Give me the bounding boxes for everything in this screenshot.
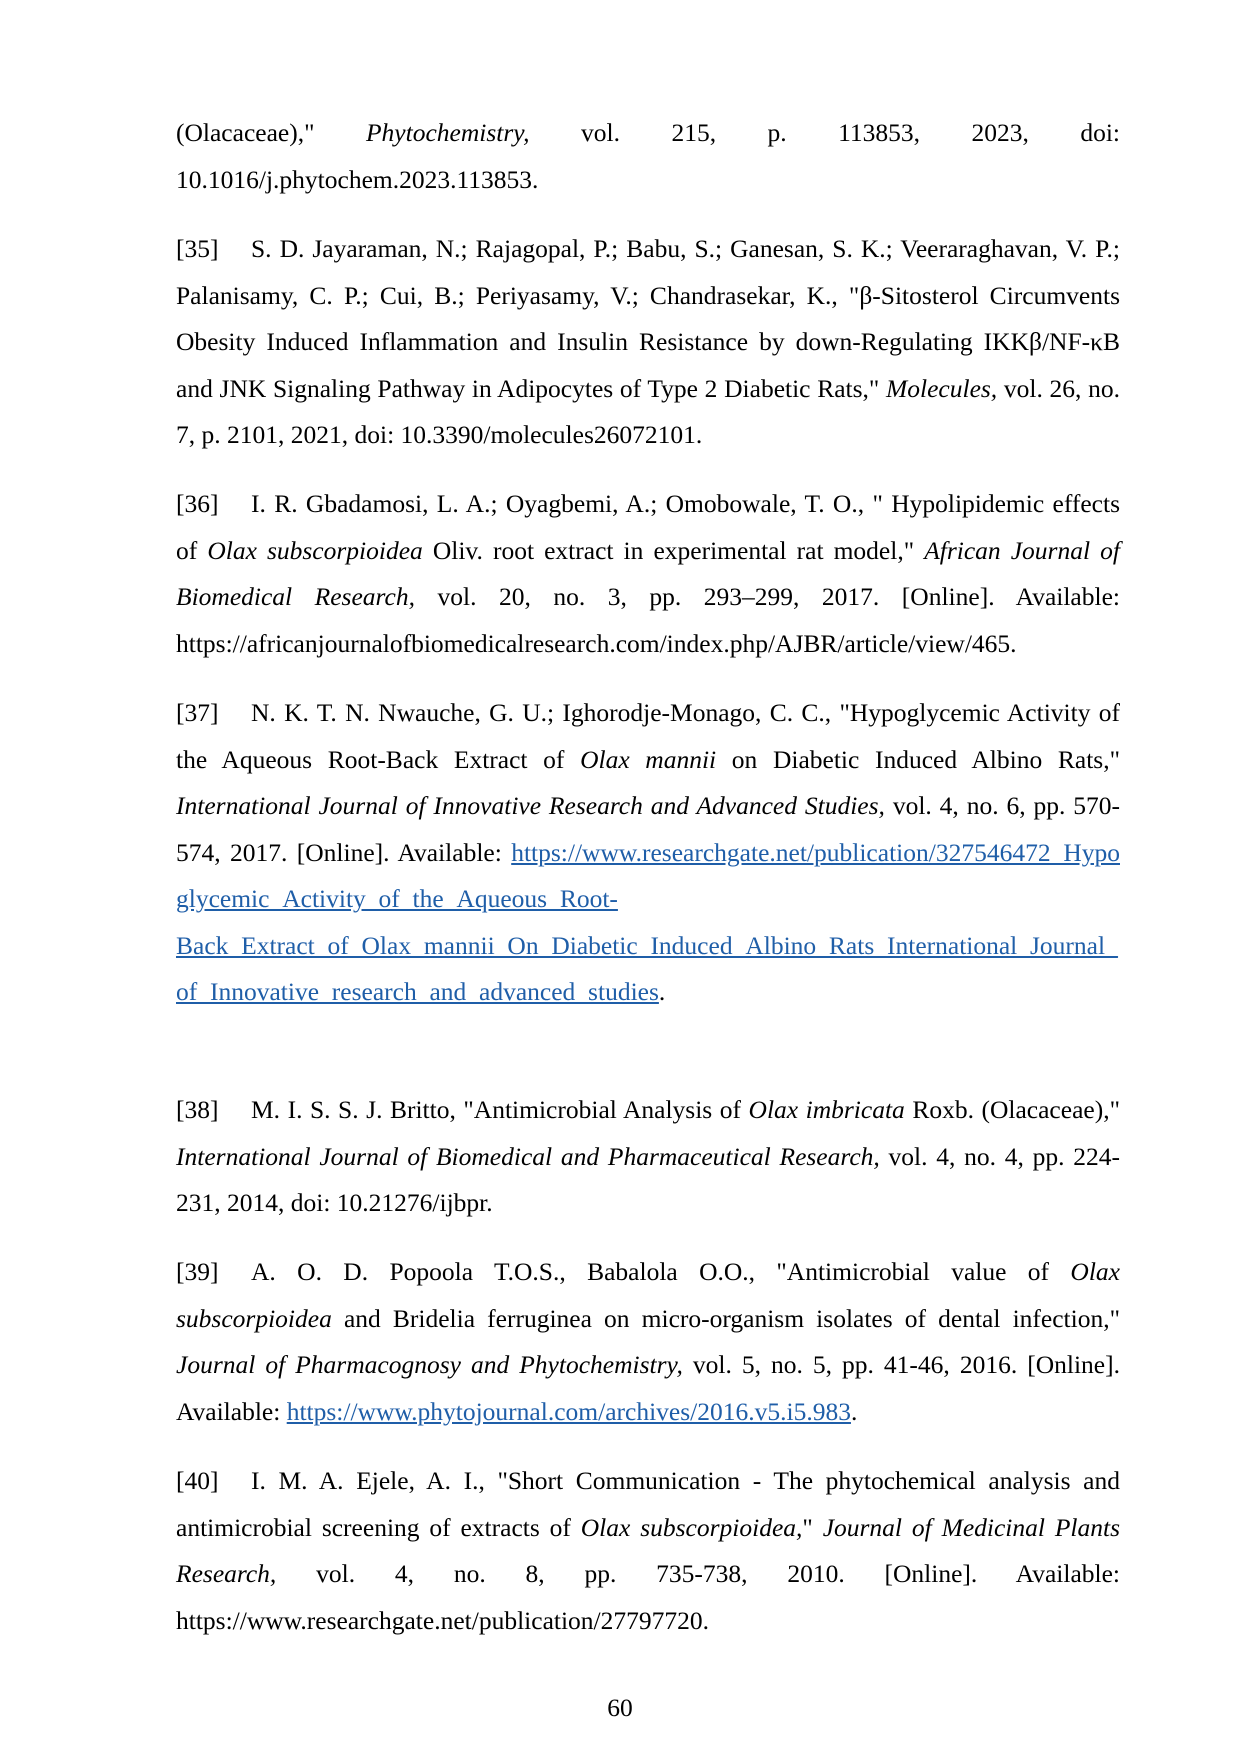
ref-species: Olax imbricata [748,1095,905,1124]
reference-38 [176,1087,1120,1227]
ref-text: S. D. Jayaraman, N.; Rajagopal, P.; Babu, S.; Ganesan, S. K.; Veeraraghavan, V. P.; Palanisamy, C. P.; Cui, B.; Periyasamy, V.; Chandrasekar, K., "β-Sitosterol Circumvents Obesity Induced Inflammation and Insulin Resistance by down-Regulating IKKβ/NF-κB and JNK Signaling Pathway in Adipocytes of Type 2 Diabetic Rats," [176,234,1120,403]
ref-text: I. R. Gbadamosi, L. A.; Oyagbemi, A.; Omobowale, T. O., " Hypolipidemic effects of [176,489,1120,565]
ref-journal: Journal of Medicinal Plants Research, [176,1512,1120,1588]
ref-journal: International Journal of Innovative Research and Advanced Studies, [176,791,885,820]
ref-text: " [802,1512,823,1542]
ref-text: vol. 26, no. 7, p. 2101, 2021, doi: 10.3390/molecules26072101. [176,373,1120,449]
ref-text: . [658,977,666,1006]
ref-species: Olax subscorpioidea [207,535,423,565]
ref-text: Oliv. root extract in experimental rat model," [422,535,925,565]
ref-text: vol. 4, no. 4, pp. 224-231, 2014, doi: 10.21276/ijbpr. [176,1141,1120,1217]
page-number: 60 [607,1693,633,1722]
reference-40 [176,1458,1120,1644]
ref-number: [37] [176,698,219,727]
reference-35 [176,226,1120,459]
reference-34-continued [176,110,1120,203]
ref-text: Roxb. (Olacaceae)," [904,1095,1120,1124]
ref-text: N. K. T. N. Nwauche, G. U.; Ighorodje-Monago, C. C., "Hypoglycemic Activity of the Aqueous Root-Back Extract of [176,698,1120,774]
ref-text: vol. 215, p. 113853, 2023, doi: 10.1016/j.phytochem.2023.113853. [176,118,1121,194]
ref-number: [35] [176,234,219,263]
ref-link[interactable]: https://www.researchgate.net/publication/327546472_Hypoglycemic_Activity_of_the_Aqueous_Root- [176,837,1120,913]
ref-text: I. M. A. Ejele, A. I., "Short Communication - The phytochemical analysis and antimicrobial screening of extracts of [176,1466,1120,1542]
ref-text: vol. 20, no. 3, pp. 293–299, 2017. [Online]. Available: https://africanjournalofbiomedicalresearch.com/index.php/AJBR/article/view/465. [176,582,1120,658]
ref-journal: International Journal of Biomedical and Pharmaceutical Research, [176,1141,880,1171]
ref-text: M. I. S. S. J. Britto, "Antimicrobial Analysis of [251,1095,749,1124]
ref-journal: Phytochemistry, [365,118,530,147]
ref-journal: Molecules, [886,373,998,403]
ref-number: [40] [176,1466,219,1495]
ref-text: on Diabetic Induced Albino Rats," [716,744,1120,774]
ref-species: Olax subscorpioidea [176,1257,1120,1333]
ref-species: Olax subscorpioidea, [580,1512,803,1542]
ref-journal: Journal of Pharmacognosy and Phytochemistry, [176,1350,683,1379]
ref-species: Olax mannii [580,744,717,774]
ref-text: A. O. D. Popoola T.O.S., Babalola O.O., "Antimicrobial value of [251,1257,1071,1286]
ref-text: and Bridelia ferruginea on micro-organism isolates of dental infection," [331,1303,1120,1333]
ref-link-continued[interactable]: Back_Extract_of_Olax_mannii_On_Diabetic_Induced_Albino_Rats_International_Journal_of_Innovative_research_and_advanced_studies [176,930,1118,1006]
reference-36 [176,481,1120,667]
ref-text: vol. 4, no. 6, pp. 570-574, 2017. [Online]. Available: [176,791,1121,867]
ref-number: [39] [176,1257,219,1286]
ref-text: (Olacaceae)," [176,118,366,147]
ref-text: vol. 5, no. 5, pp. 41-46, 2016. [Online]. Available: [176,1350,1120,1426]
ref-number: [36] [176,489,219,518]
reference-39 [176,1249,1120,1435]
ref-text: . [850,1396,858,1426]
ref-number: [38] [176,1095,219,1124]
ref-link[interactable]: https://www.phytojournal.com/archives/2016.v5.i5.983 [286,1396,851,1426]
ref-text: vol. 4, no. 8, pp. 735-738, 2010. [Online]. Available: https://www.researchgate.net/publication/27797720. [176,1559,1120,1635]
ref-journal: African Journal of Biomedical Research, [176,535,1120,611]
reference-37 [176,690,1120,1016]
